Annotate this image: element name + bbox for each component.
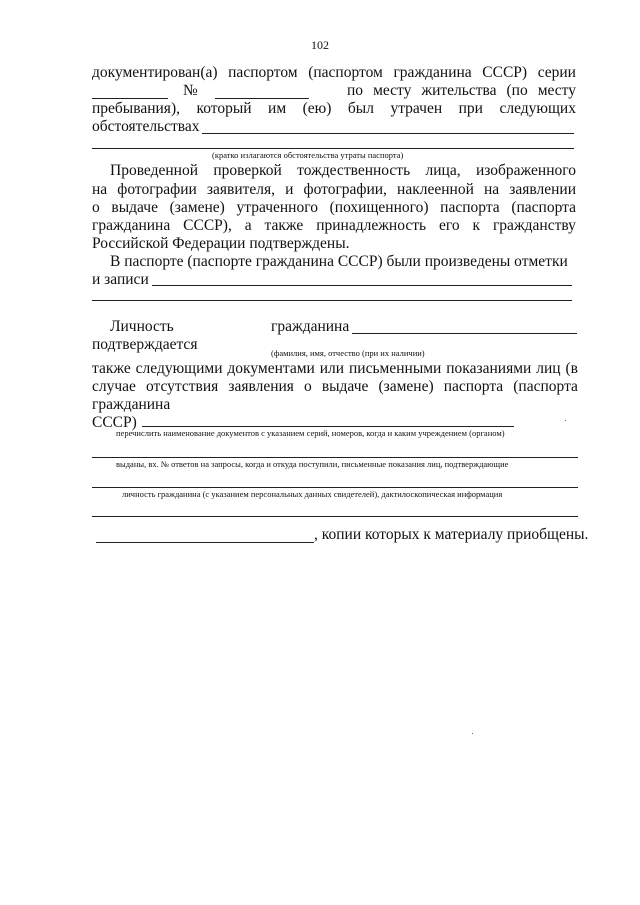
word: СССР), bbox=[183, 217, 232, 234]
series-field[interactable] bbox=[92, 98, 168, 99]
word: проверкой bbox=[213, 162, 282, 179]
circumstances-field[interactable] bbox=[202, 133, 574, 134]
documents-field-4[interactable] bbox=[92, 516, 578, 517]
word: изображенного bbox=[475, 162, 576, 179]
word: им bbox=[268, 100, 287, 117]
word: а bbox=[244, 217, 252, 234]
word: на bbox=[483, 181, 500, 198]
word: также bbox=[92, 360, 131, 377]
para4-line4: гражданина bbox=[92, 396, 171, 413]
word: выдаче bbox=[111, 199, 158, 216]
word: о bbox=[92, 199, 100, 216]
circumstances-caption: (кратко излагаются обстоятельства утраты паспорта) bbox=[212, 150, 404, 160]
word: жительства bbox=[421, 82, 497, 99]
word: принадлежность bbox=[316, 217, 427, 234]
word: гражданина bbox=[92, 217, 171, 234]
word: утраченного bbox=[236, 199, 318, 216]
word: паспортом bbox=[228, 64, 298, 81]
word: СССР) bbox=[482, 64, 528, 81]
copies-field[interactable] bbox=[96, 542, 314, 543]
word: к bbox=[472, 217, 481, 234]
word: гражданина bbox=[393, 64, 472, 81]
para3-line2: и записи bbox=[92, 271, 149, 288]
word: Проведенной bbox=[110, 162, 198, 179]
word: (паспорта bbox=[513, 378, 578, 395]
word: лиц bbox=[536, 360, 561, 377]
copies-attached-text: , копии которых к материалу приобщены. bbox=[314, 526, 589, 543]
word: месту bbox=[373, 82, 412, 99]
word: пребывания), bbox=[92, 100, 180, 117]
word: (паспорта bbox=[511, 199, 576, 216]
word: лица, bbox=[425, 162, 461, 179]
marks-field-2[interactable] bbox=[92, 300, 572, 301]
page-number: 102 bbox=[311, 38, 329, 52]
word: паспорта bbox=[443, 378, 504, 395]
word: серии bbox=[537, 64, 576, 81]
word: следующих bbox=[499, 100, 576, 117]
scan-speck bbox=[565, 420, 566, 421]
word: отсутствия bbox=[145, 378, 219, 395]
word: (ею) bbox=[302, 100, 332, 117]
word: по bbox=[347, 82, 364, 99]
word: заявителя, bbox=[206, 181, 276, 198]
marks-field[interactable] bbox=[152, 285, 572, 286]
para4-line5: СССР) bbox=[92, 414, 137, 431]
word: о bbox=[304, 378, 312, 395]
circumstances-label: обстоятельствах bbox=[92, 118, 200, 135]
word: паспорта bbox=[440, 199, 500, 216]
para2-line4 bbox=[92, 217, 576, 234]
word: показаниями bbox=[446, 360, 532, 377]
word: (замене) bbox=[169, 199, 225, 216]
word: фотографии, bbox=[303, 181, 387, 198]
confirmed-label: подтверждается bbox=[92, 336, 198, 353]
word: также bbox=[264, 217, 304, 234]
word: заявлении bbox=[509, 181, 576, 198]
word: фотографии bbox=[117, 181, 197, 198]
documents-field-3[interactable] bbox=[92, 487, 578, 488]
identity-label: Личность bbox=[110, 318, 174, 335]
citizen-label: гражданина bbox=[271, 318, 350, 335]
documents-field-2[interactable] bbox=[92, 457, 578, 458]
number-sign: № bbox=[183, 82, 198, 99]
word: следующими bbox=[135, 360, 223, 377]
word: (в bbox=[565, 360, 578, 377]
word: (похищенного) bbox=[329, 199, 429, 216]
word: который bbox=[196, 100, 252, 117]
word: (паспортом bbox=[308, 64, 383, 81]
word: и bbox=[285, 181, 294, 198]
word: заявления bbox=[228, 378, 294, 395]
word: письменными bbox=[349, 360, 442, 377]
para2-line3 bbox=[92, 199, 576, 216]
fio-caption: (фамилия, имя, отчество (при их наличии) bbox=[271, 348, 425, 358]
citizen-name-field[interactable] bbox=[352, 333, 577, 334]
responses-caption: выданы, вх. № ответов на запросы, когда и откуда поступили, письменные показания лиц, подтверждающие bbox=[116, 459, 509, 469]
para1-line1 bbox=[92, 64, 576, 81]
para4-line3 bbox=[92, 378, 578, 395]
word: (по bbox=[506, 82, 528, 99]
para2-line5: Российской Федерации подтверждены. bbox=[92, 235, 350, 252]
word: выдаче bbox=[321, 378, 369, 395]
word: гражданству bbox=[492, 217, 576, 234]
word: документами bbox=[227, 360, 315, 377]
documents-field[interactable] bbox=[142, 426, 514, 427]
documents-caption: перечислить наименование документов с указанием серий, номеров, когда и каким учреждением (органом) bbox=[116, 428, 505, 438]
word: тождественность bbox=[297, 162, 411, 179]
word: месту bbox=[537, 82, 576, 99]
word: его bbox=[439, 217, 460, 234]
word: наклеенной bbox=[397, 181, 474, 198]
para2-line1 bbox=[110, 162, 576, 179]
word: случае bbox=[92, 378, 136, 395]
para2-line2 bbox=[92, 181, 576, 198]
circumstances-field-2[interactable] bbox=[92, 148, 574, 149]
scan-speck bbox=[472, 733, 473, 734]
para3-line1: В паспорте (паспорте гражданина СССР) были произведены отметки bbox=[110, 253, 568, 270]
para1-line3 bbox=[92, 100, 576, 117]
word: документирован(а) bbox=[92, 64, 218, 81]
word: (замене) bbox=[378, 378, 434, 395]
word: был bbox=[347, 100, 374, 117]
word: на bbox=[92, 181, 108, 198]
para4-line2 bbox=[92, 360, 578, 377]
word: при bbox=[458, 100, 483, 117]
word: или bbox=[319, 360, 345, 377]
para1-line2-tail bbox=[347, 82, 576, 99]
witnesses-caption: личность гражданина (с указанием персональных данных свидетелей), дактилоскопическая информация bbox=[122, 489, 503, 499]
passport-number-field[interactable] bbox=[215, 98, 309, 99]
word: утрачен bbox=[390, 100, 443, 117]
